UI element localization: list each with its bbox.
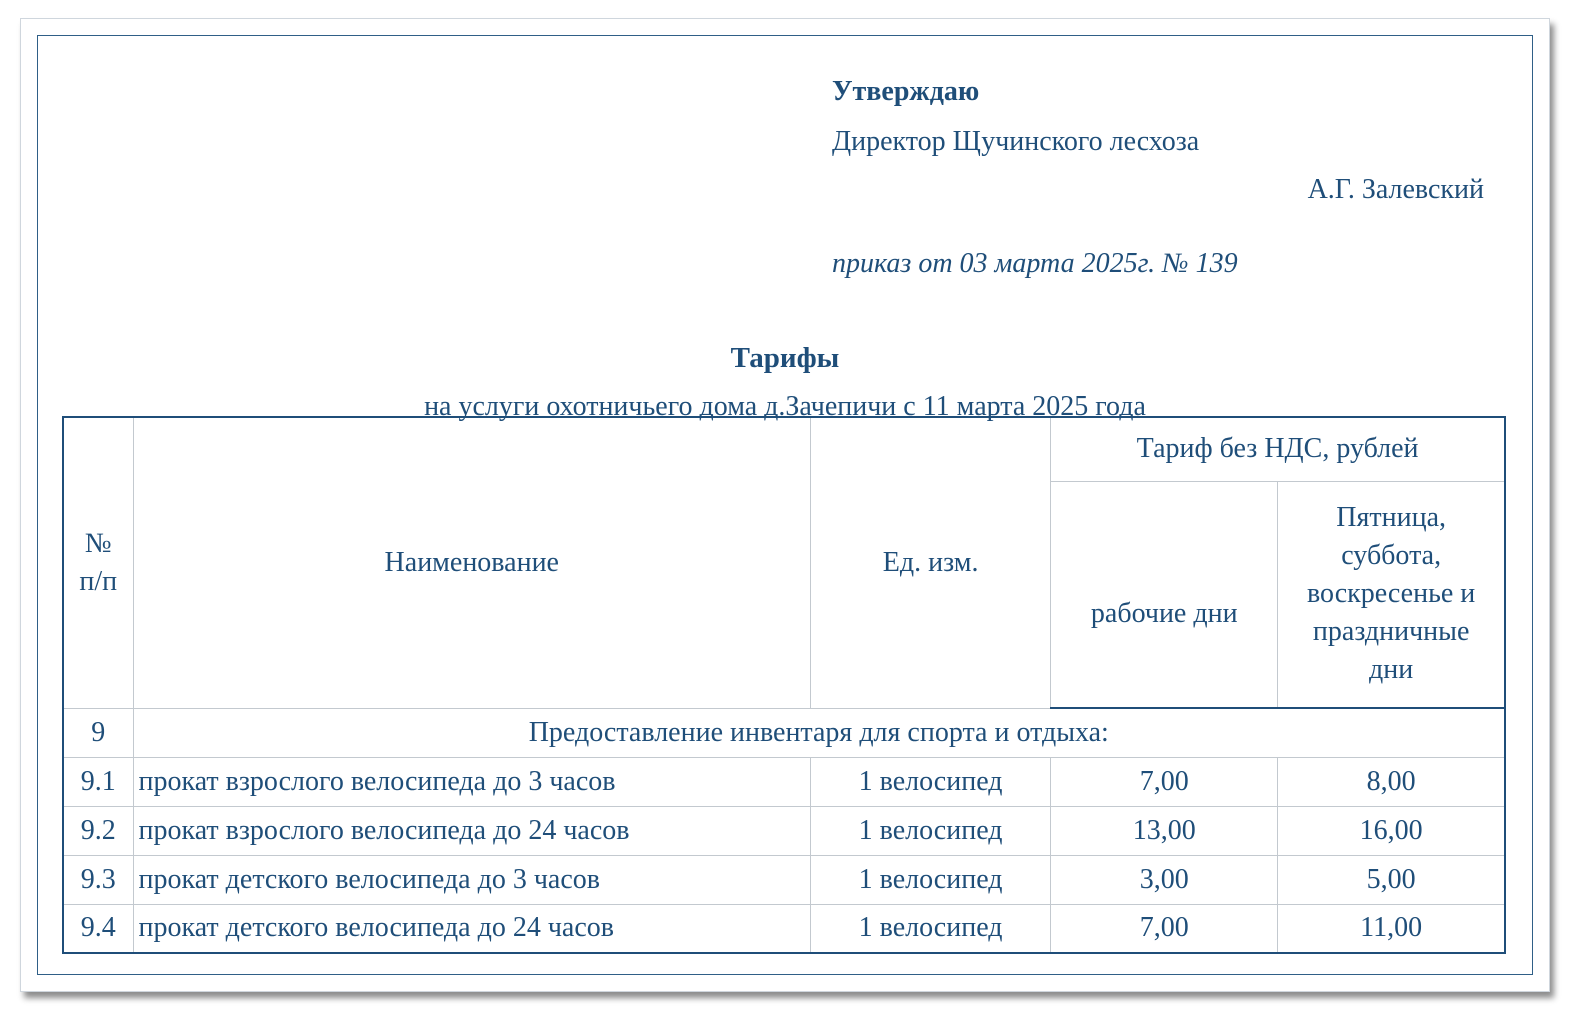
- page-frame: [37, 35, 1533, 975]
- row-weekdays-price: 13,00: [1051, 806, 1278, 855]
- row-weekend-price: 11,00: [1278, 904, 1505, 953]
- row-weekend-price: 16,00: [1278, 806, 1505, 855]
- row-weekdays-price: 7,00: [1051, 904, 1278, 953]
- document-subtitle: на услуги охотничьего дома д.Зачепичи с 11 марта 2025 года: [424, 391, 1146, 422]
- row-weekdays-price: 3,00: [1051, 855, 1278, 904]
- row-name: прокат детского велосипеда до 3 часов: [133, 855, 810, 904]
- row-number: 9.2: [63, 806, 133, 855]
- row-number: 9.4: [63, 904, 133, 953]
- row-weekdays-price: 7,00: [1051, 757, 1278, 806]
- signer-name: А.Г. Залевский: [1307, 174, 1484, 205]
- director-position: Директор Щучинского лесхоза: [832, 126, 1200, 157]
- header-number: № п/п: [63, 417, 133, 708]
- row-weekend-price: 8,00: [1278, 757, 1505, 806]
- row-number: 9.1: [63, 757, 133, 806]
- document-title: Тарифы: [730, 342, 840, 374]
- header-weekdays: рабочие дни: [1051, 481, 1278, 708]
- section-number: 9: [63, 708, 133, 757]
- tariff-table: [62, 416, 1506, 954]
- row-unit: 1 велосипед: [811, 855, 1051, 904]
- row-weekend-price: 5,00: [1278, 855, 1505, 904]
- row-name: прокат взрослого велосипеда до 24 часов: [133, 806, 810, 855]
- approve-label: Утверждаю: [832, 76, 980, 107]
- table-row: [63, 757, 1505, 806]
- row-name: прокат взрослого велосипеда до 3 часов: [133, 757, 810, 806]
- table-row: [63, 806, 1505, 855]
- section-title: Предоставление инвентаря для спорта и отдыха:: [133, 708, 1505, 757]
- table-row: [63, 904, 1505, 953]
- row-number: 9.3: [63, 855, 133, 904]
- order-reference: приказ от 03 марта 2025г. № 139: [832, 248, 1238, 279]
- header-tariff-group: Тариф без НДС, рублей: [1051, 417, 1505, 481]
- document-page: [20, 18, 1550, 992]
- header-name: Наименование: [133, 417, 810, 708]
- row-unit: 1 велосипед: [811, 757, 1051, 806]
- row-unit: 1 велосипед: [811, 904, 1051, 953]
- section-row: [63, 708, 1505, 757]
- row-name: прокат детского велосипеда до 24 часов: [133, 904, 810, 953]
- row-unit: 1 велосипед: [811, 806, 1051, 855]
- header-unit: Ед. изм.: [811, 417, 1051, 708]
- table-row: [63, 855, 1505, 904]
- header-weekend: Пятница, суббота, воскресенье и праздничные дни: [1278, 481, 1505, 708]
